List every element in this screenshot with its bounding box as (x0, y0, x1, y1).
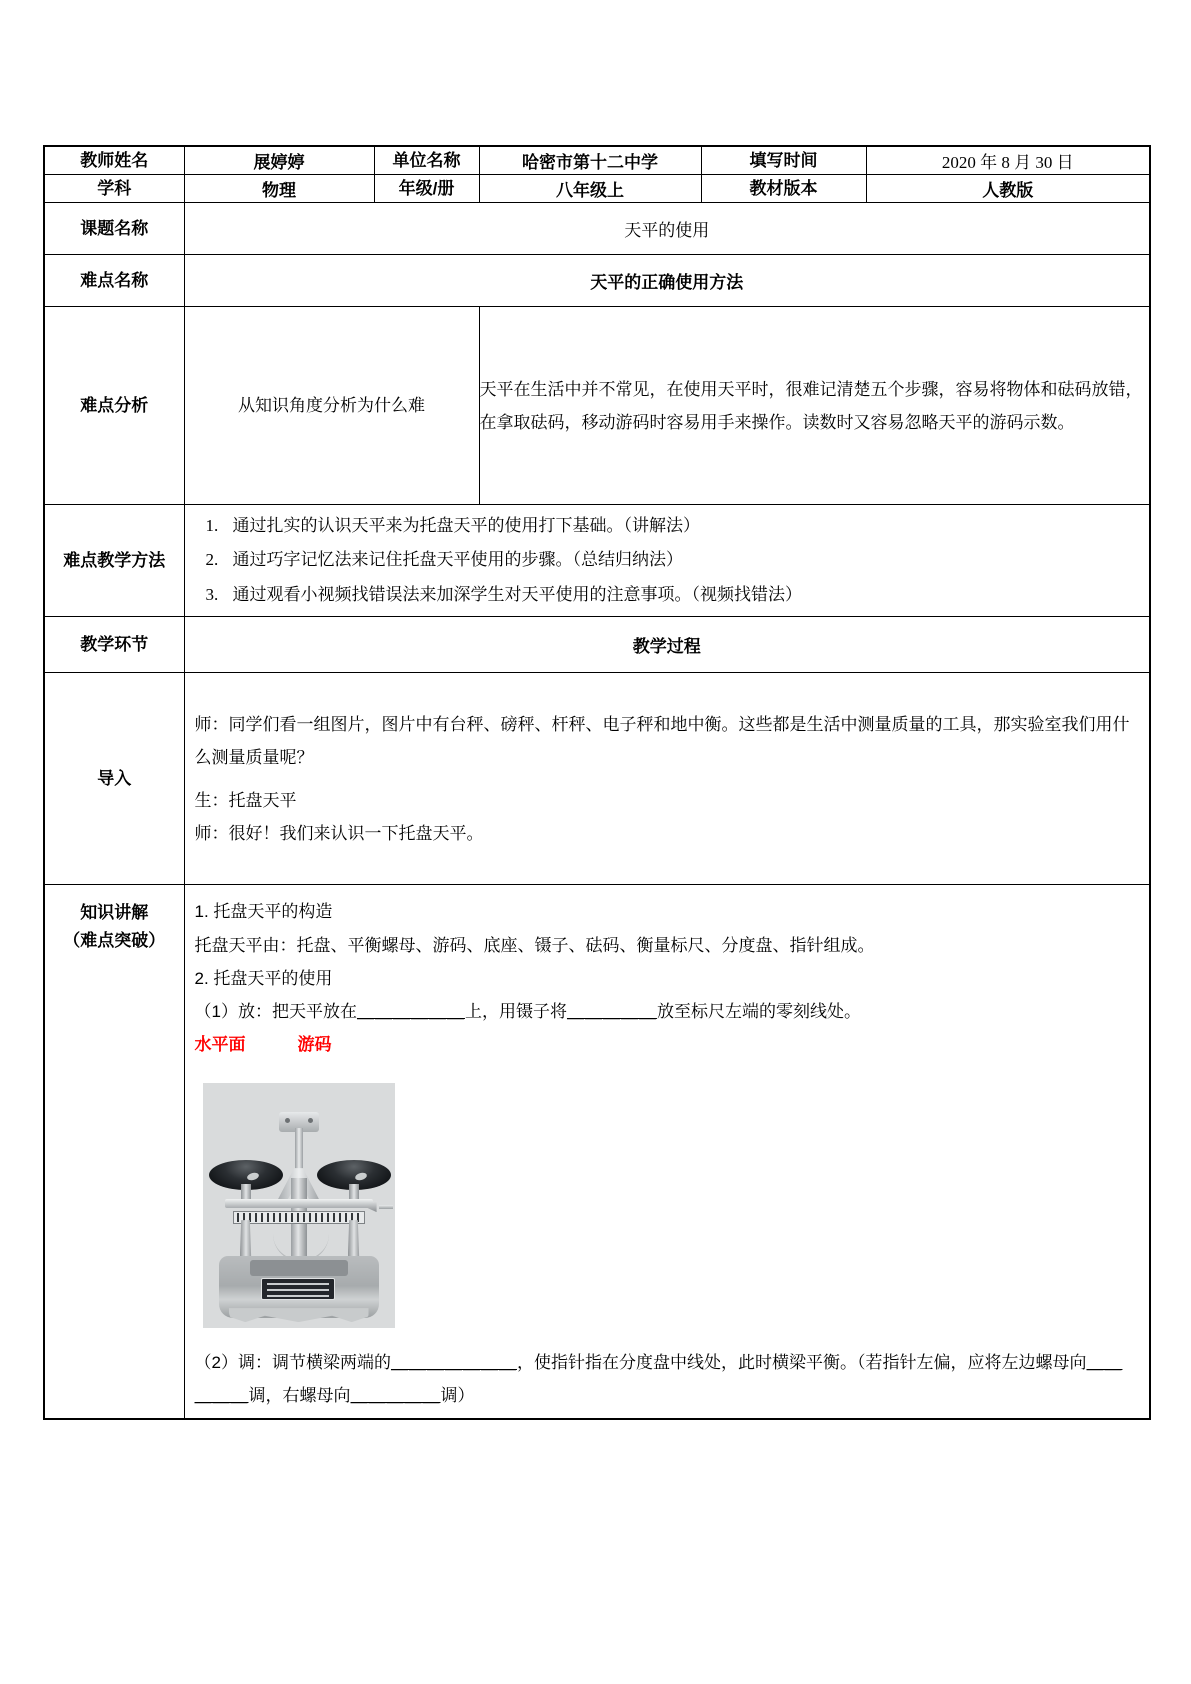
sublabel-why-difficult: 从知识角度分析为什么难 (184, 307, 479, 505)
list-item: 1. 通过扎实的认识天平来为托盘天平的使用打下基础。（讲解法） (223, 509, 1150, 544)
text-difficulty-analysis: 天平在生活中并不常见，在使用天平时，很难记清楚五个步骤，容易将物体和砝码放错，在拿取砝码，移动游码时容易用手来操作。读数时又容易忽略天平的游码示数。 (479, 307, 1150, 505)
label-difficulty-analysis: 难点分析 (44, 307, 184, 505)
label-teaching-section: 教学环节 (44, 617, 184, 673)
scale-nameplate (261, 1278, 335, 1300)
heading-structure: 1. 托盘天平的构造 (194, 902, 333, 922)
intro-line-2: 生：托盘天平 (194, 790, 297, 810)
value-teaching-process: 教学过程 (184, 617, 1150, 673)
step-1-blank-1: ＿＿＿＿＿＿ (356, 1001, 465, 1021)
text-structure-parts: 托盘天平由：托盘、平衡螺母、游码、底座、镊子、砝码、衡量标尺、分度盘、指针组成。 (194, 935, 875, 955)
scale-ruler (233, 1211, 365, 1224)
table-row-teaching-methods (44, 505, 1150, 617)
lesson-plan-table (43, 145, 1151, 1420)
scale-base-plate (250, 1260, 348, 1276)
label-knowledge-line1: 知识讲解 (80, 903, 149, 923)
step-1-place (185, 995, 1150, 1028)
step-2-blank-1: ＿＿＿＿＿＿＿ (390, 1353, 517, 1373)
label-introduction: 导入 (44, 673, 184, 885)
step-2-part-b: ，使指针指在分度盘中线处，此时横梁平衡。（若指针左偏，应将左边螺母向 (516, 1353, 1087, 1373)
label-subject: 学科 (44, 175, 184, 203)
step-1-part-a: （1）放：把天平放在 (194, 1001, 357, 1021)
teaching-methods-list (185, 509, 1150, 614)
label-knowledge-line2: （难点突破） (63, 930, 166, 950)
label-teacher-name: 教师姓名 (44, 146, 184, 175)
cell-teaching-methods (184, 505, 1150, 617)
value-textbook-version: 人教版 (866, 175, 1150, 203)
answer-rider: 游码 (297, 1034, 332, 1054)
value-topic: 天平的使用 (184, 203, 1150, 255)
step-1-part-b: 上，用镊子将 (464, 1001, 567, 1021)
heading-usage: 2. 托盘天平的使用 (194, 968, 333, 988)
list-item: 3. 通过观看小视频找错误法来加深学生对天平使用的注意事项。（视频找错法） (223, 578, 1150, 613)
cell-knowledge-explanation (184, 885, 1150, 1419)
intro-line-3: 师：很好！我们来认识一下托盘天平。 (194, 824, 484, 844)
scale-beam (225, 1199, 373, 1208)
table-row-introduction (44, 673, 1150, 885)
label-difficulty-name: 难点名称 (44, 255, 184, 307)
table-row-teacher-info (44, 146, 1150, 175)
table-row-subject-info (44, 175, 1150, 203)
table-row-difficulty-analysis (44, 307, 1150, 505)
step-2-part-c: 调，右螺母向 (248, 1386, 351, 1406)
step-1-part-c: 放至标尺左端的零刻线处。 (656, 1001, 861, 1021)
cell-introduction (184, 673, 1150, 885)
scale-neck (295, 1128, 303, 1172)
value-subject: 物理 (184, 175, 374, 203)
table-row-topic (44, 203, 1150, 255)
label-grade: 年级/册 (374, 175, 479, 203)
step-2-adjust (185, 1346, 1150, 1418)
answer-horizontal-surface: 水平面 (194, 1034, 246, 1054)
scale-balance-screw (379, 1205, 393, 1209)
intro-line-1: 师：同学们看一组图片，图片中有台秤、磅秤、杆秤、电子秤和地中衡。这些都是生活中测量质量的工具，那实验室我们用什么测量质量呢？ (194, 714, 1130, 767)
value-difficulty-name: 天平的正确使用方法 (184, 255, 1150, 307)
label-topic: 课题名称 (44, 203, 184, 255)
label-teaching-methods: 难点教学方法 (44, 505, 184, 617)
table-row-section-header (44, 617, 1150, 673)
value-unit-name: 哈密市第十二中学 (479, 146, 701, 175)
step-2-blank-2: ＿＿＿＿＿ (194, 1353, 1123, 1406)
label-unit-name: 单位名称 (374, 146, 479, 175)
step-1-blank-2: ＿＿＿＿＿ (566, 1001, 657, 1021)
step-2-part-a: （2）调：调节横梁两端的 (194, 1353, 391, 1373)
label-fill-time: 填写时间 (701, 146, 866, 175)
table-row-knowledge-explanation (44, 885, 1150, 1419)
value-grade: 八年级上 (479, 175, 701, 203)
list-item: 2. 通过巧字记忆法来记住托盘天平使用的步骤。（总结归纳法） (223, 543, 1150, 578)
table-row-difficulty-name (44, 255, 1150, 307)
value-teacher-name: 展婷婷 (184, 146, 374, 175)
step-1-answers (185, 1028, 1150, 1061)
label-knowledge-explanation (44, 885, 184, 1419)
label-textbook-version: 教材版本 (701, 175, 866, 203)
value-fill-time: 2020 年 8 月 30 日 (866, 146, 1150, 175)
balance-scale-image (203, 1083, 395, 1328)
step-2-part-d: 调） (440, 1386, 475, 1406)
step-2-blank-3: ＿＿＿＿＿ (350, 1386, 441, 1406)
